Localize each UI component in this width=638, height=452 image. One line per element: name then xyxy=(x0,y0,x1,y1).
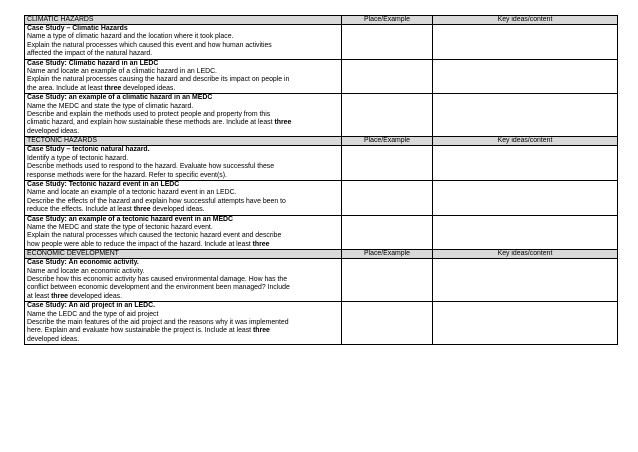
description-text: Identify a type of tectonic hazard. xyxy=(27,154,129,162)
description-line: developed ideas. xyxy=(27,335,80,343)
description-line xyxy=(27,206,339,214)
key-ideas-cell[interactable] xyxy=(433,146,618,181)
key-ideas-cell[interactable] xyxy=(433,59,618,94)
description-line xyxy=(27,50,339,58)
description-line xyxy=(27,76,339,84)
description-text: Name and locate an economic activity. xyxy=(27,267,145,275)
description-line xyxy=(27,33,339,41)
description-text: Describe how this economic activity has caused environmental damage. How has the xyxy=(27,275,288,283)
description-text: Name the MEDC and state the type of climatic hazard. xyxy=(27,102,194,110)
description-text: response methods were for the hazard. Refer to specific event(s). xyxy=(27,171,227,179)
case-study-row xyxy=(25,302,618,345)
description-text: affected the impact of the natural hazard. xyxy=(27,50,153,58)
key-ideas-cell[interactable] xyxy=(433,302,618,345)
case-study-title: Case Study: an example of a climatic hazard in an MEDC xyxy=(27,94,213,102)
description-line xyxy=(27,327,339,335)
description-line xyxy=(27,155,339,163)
description-text: Name and locate an example of a climatic hazard in an LEDC. xyxy=(27,68,217,76)
description-text: Describe methods used to respond to the hazard. Evaluate how successful these xyxy=(27,163,275,171)
emphasis-three: three xyxy=(252,240,270,248)
case-study-title: Case Study: An economic activity. xyxy=(27,259,139,267)
description-text: Describe and explain the methods used to protect people and property from this xyxy=(27,111,271,119)
description-line xyxy=(27,293,339,301)
case-study-row xyxy=(25,59,618,94)
case-study-description xyxy=(25,215,342,250)
description-tail: developed ideas. xyxy=(68,292,123,300)
description-text: at least xyxy=(27,292,52,300)
place-example-header: Place/Example xyxy=(342,16,433,25)
place-example-cell[interactable] xyxy=(342,25,433,60)
case-study-description xyxy=(25,302,342,345)
case-study-description xyxy=(25,25,342,60)
case-study-title: Case Study: Climatic hazard in an LEDC xyxy=(27,59,159,67)
section-title: CLIMATIC HAZARDS xyxy=(25,16,342,25)
key-ideas-cell[interactable] xyxy=(433,94,618,137)
key-ideas-header: Key ideas/content xyxy=(433,137,618,146)
emphasis-three: three xyxy=(253,327,270,335)
description-text: the area. Include at least xyxy=(27,84,105,92)
case-study-description xyxy=(25,259,342,302)
emphasis-three: three xyxy=(51,292,68,300)
description-line xyxy=(27,224,339,232)
case-study-row xyxy=(25,94,618,137)
case-study-table xyxy=(24,15,618,345)
case-study-row xyxy=(25,180,618,215)
place-example-cell[interactable] xyxy=(342,302,433,345)
description-line xyxy=(27,163,339,171)
description-line xyxy=(27,85,339,93)
description-line xyxy=(27,103,339,111)
section-header-row xyxy=(25,16,618,25)
description-tail: developed ideas. xyxy=(121,84,176,92)
place-example-cell[interactable] xyxy=(342,146,433,181)
description-line xyxy=(27,172,339,180)
description-text: Name a type of climatic hazard and the location where it took place. xyxy=(27,33,234,41)
key-ideas-header: Key ideas/content xyxy=(433,16,618,25)
case-study-description xyxy=(25,180,342,215)
emphasis-three: three xyxy=(133,206,151,214)
description-text: Describe the main features of the aid project and the reasons why it was implemented xyxy=(27,319,289,326)
description-line xyxy=(27,268,339,276)
emphasis-three: three xyxy=(104,84,122,92)
case-study-title: Case Study: An aid project in an LEDC. xyxy=(27,302,156,310)
case-study-description xyxy=(25,146,342,181)
place-example-cell[interactable] xyxy=(342,94,433,137)
case-study-description xyxy=(25,59,342,94)
section-header-row xyxy=(25,250,618,259)
description-text: conflict between economic development and the environment been managed? Include xyxy=(27,284,290,292)
key-ideas-header: Key ideas/content xyxy=(433,250,618,259)
description-text: Explain the natural processes which caused this event and how human activities xyxy=(27,41,272,49)
description-line xyxy=(27,284,339,292)
emphasis-three: three xyxy=(274,119,292,127)
place-example-cell[interactable] xyxy=(342,59,433,94)
case-study-title: Case Study: Tectonic hazard event in an LEDC xyxy=(27,180,180,188)
description-text: Name the MEDC and state the type of tectonic hazard event. xyxy=(27,223,213,231)
key-ideas-cell[interactable] xyxy=(433,25,618,60)
case-study-row xyxy=(25,215,618,250)
key-ideas-cell[interactable] xyxy=(433,180,618,215)
description-line xyxy=(27,232,339,240)
description-text: reduce the effects. Include at least xyxy=(27,206,134,214)
description-text: Explain the natural processes causing the hazard and describe its impact on people in xyxy=(27,76,290,84)
case-study-row xyxy=(25,146,618,181)
description-text: Name the LEDC and the type of aid project xyxy=(27,310,159,318)
case-study-row xyxy=(25,259,618,302)
description-text: here. Explain and evaluate how sustainable the project is. Include at least xyxy=(27,327,254,335)
section-title: TECTONIC HAZARDS xyxy=(25,137,342,146)
place-example-cell[interactable] xyxy=(342,215,433,250)
description-line xyxy=(27,311,339,319)
description-line xyxy=(27,68,339,76)
description-line xyxy=(27,111,339,119)
description-line xyxy=(27,42,339,50)
case-study-row xyxy=(25,25,618,60)
description-text: climatic hazard, and explain how sustainable these methods are. Include at least xyxy=(27,119,275,127)
key-ideas-cell[interactable] xyxy=(433,259,618,302)
description-text: Name and locate an example of a tectonic hazard event in an LEDC. xyxy=(27,189,237,197)
case-study-title: Case Study – tectonic natural hazard. xyxy=(27,146,150,154)
case-study-title: Case Study: an example of a tectonic hazard event in an MEDC xyxy=(27,215,234,223)
section-title: ECONOMIC DEVELOPMENT xyxy=(25,250,342,259)
place-example-header: Place/Example xyxy=(342,137,433,146)
section-header-row xyxy=(25,137,618,146)
description-line xyxy=(27,119,339,127)
description-text: Explain the natural processes which caused the tectonic hazard event and describe xyxy=(27,232,282,240)
key-ideas-cell[interactable] xyxy=(433,215,618,250)
case-study-description xyxy=(25,94,342,137)
description-line xyxy=(27,276,339,284)
place-example-cell[interactable] xyxy=(342,180,433,215)
description-text: how people were able to reduce the impact of the hazard. Include at least xyxy=(27,240,253,248)
description-line: developed ideas. xyxy=(27,127,80,135)
description-line xyxy=(27,198,339,206)
description-tail: developed ideas. xyxy=(150,206,205,214)
description-line xyxy=(27,241,339,249)
description-text: Describe the effects of the hazard and explain how successful attempts have been to xyxy=(27,197,286,205)
description-line xyxy=(27,319,339,327)
place-example-cell[interactable] xyxy=(342,259,433,302)
place-example-header: Place/Example xyxy=(342,250,433,259)
case-study-title: Case Study – Climatic Hazards xyxy=(27,25,128,32)
description-line xyxy=(27,189,339,197)
